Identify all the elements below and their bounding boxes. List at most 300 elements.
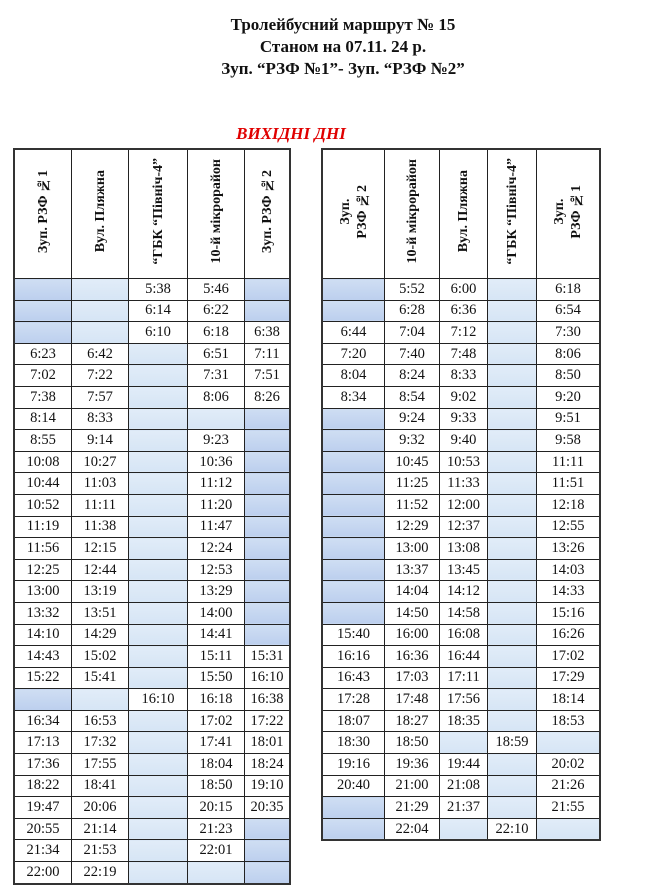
empty-cell: [488, 689, 537, 711]
table-row: [14, 689, 290, 711]
time-cell: 11:20: [188, 494, 245, 516]
time-cell: 17:48: [385, 689, 440, 711]
empty-cell: [322, 408, 385, 430]
time-cell: 6:00: [440, 279, 488, 301]
time-cell: 9:24: [385, 408, 440, 430]
time-cell: 20:40: [322, 775, 385, 797]
empty-cell: [129, 516, 188, 538]
table-row: [322, 646, 600, 668]
table-row: [322, 689, 600, 711]
table-row: [322, 516, 600, 538]
time-cell: 13:00: [385, 538, 440, 560]
table-row: [322, 624, 600, 646]
column-header: Зуп. РЗФ №1: [14, 149, 72, 279]
empty-cell: [488, 279, 537, 301]
time-cell: 17:22: [245, 710, 291, 732]
time-cell: 10:08: [14, 451, 72, 473]
time-cell: 16:16: [322, 646, 385, 668]
empty-cell: [322, 430, 385, 452]
time-cell: 13:08: [440, 538, 488, 560]
time-cell: 19:16: [322, 754, 385, 776]
time-cell: 11:25: [385, 473, 440, 495]
table-row: [14, 797, 290, 819]
time-cell: 15:50: [188, 667, 245, 689]
time-cell: 16:00: [385, 624, 440, 646]
table-row: [14, 602, 290, 624]
time-cell: 7:57: [72, 386, 129, 408]
time-cell: 13:32: [14, 602, 72, 624]
empty-cell: [488, 754, 537, 776]
time-cell: 17:03: [385, 667, 440, 689]
table-row: [14, 322, 290, 344]
empty-cell: [129, 797, 188, 819]
empty-cell: [245, 516, 291, 538]
empty-cell: [322, 494, 385, 516]
time-cell: 13:26: [537, 538, 601, 560]
table-row: [322, 710, 600, 732]
time-cell: 12:25: [14, 559, 72, 581]
empty-cell: [245, 451, 291, 473]
table-row: [14, 343, 290, 365]
empty-cell: [72, 689, 129, 711]
time-cell: 9:20: [537, 386, 601, 408]
table-row: [322, 732, 600, 754]
empty-cell: [488, 602, 537, 624]
empty-cell: [245, 279, 291, 301]
empty-cell: [72, 322, 129, 344]
time-cell: 14:29: [72, 624, 129, 646]
time-cell: 14:43: [14, 646, 72, 668]
table-row: [14, 754, 290, 776]
time-cell: 9:40: [440, 430, 488, 452]
time-cell: 20:55: [14, 818, 72, 840]
time-cell: 10:44: [14, 473, 72, 495]
timetable-body: [322, 279, 600, 841]
time-cell: 8:54: [385, 386, 440, 408]
empty-cell: [488, 646, 537, 668]
time-cell: 6:10: [129, 322, 188, 344]
route-title: Тролейбусний маршрут № 15: [230, 15, 456, 34]
time-cell: 9:33: [440, 408, 488, 430]
time-cell: 12:55: [537, 516, 601, 538]
empty-cell: [488, 559, 537, 581]
empty-cell: [322, 797, 385, 819]
time-cell: 16:44: [440, 646, 488, 668]
time-cell: 8:55: [14, 430, 72, 452]
time-cell: 18:04: [188, 754, 245, 776]
time-cell: 8:50: [537, 365, 601, 387]
empty-cell: [129, 667, 188, 689]
empty-cell: [129, 840, 188, 862]
time-cell: 17:36: [14, 754, 72, 776]
route-endpoints: Зуп. “РЗФ №1”- Зуп. “РЗФ №2”: [221, 59, 465, 78]
empty-cell: [440, 732, 488, 754]
time-cell: 9:23: [188, 430, 245, 452]
time-cell: 9:32: [385, 430, 440, 452]
table-row: [322, 300, 600, 322]
time-cell: 6:18: [537, 279, 601, 301]
time-cell: 17:56: [440, 689, 488, 711]
time-cell: 18:22: [14, 775, 72, 797]
table-row: [322, 818, 600, 840]
timetable-direction-1: [13, 148, 291, 885]
time-cell: 16:18: [188, 689, 245, 711]
time-cell: 16:26: [537, 624, 601, 646]
time-cell: 16:38: [245, 689, 291, 711]
time-cell: 8:33: [72, 408, 129, 430]
time-cell: 18:30: [322, 732, 385, 754]
table-row: [14, 624, 290, 646]
time-cell: 10:53: [440, 451, 488, 473]
time-cell: 16:34: [14, 710, 72, 732]
time-cell: 8:33: [440, 365, 488, 387]
table-row: [14, 646, 290, 668]
time-cell: 11:56: [14, 538, 72, 560]
time-cell: 14:10: [14, 624, 72, 646]
time-cell: 22:19: [72, 862, 129, 884]
time-cell: 14:04: [385, 581, 440, 603]
empty-cell: [129, 538, 188, 560]
table-row: [14, 732, 290, 754]
time-cell: 18:27: [385, 710, 440, 732]
time-cell: 18:24: [245, 754, 291, 776]
time-cell: 10:45: [385, 451, 440, 473]
empty-cell: [322, 451, 385, 473]
time-cell: 15:16: [537, 602, 601, 624]
empty-cell: [129, 646, 188, 668]
table-row: [14, 818, 290, 840]
time-cell: 6:22: [188, 300, 245, 322]
time-cell: 14:00: [188, 602, 245, 624]
timetable-body: [14, 279, 290, 884]
empty-cell: [488, 710, 537, 732]
time-cell: 14:12: [440, 581, 488, 603]
empty-cell: [129, 581, 188, 603]
time-cell: 17:13: [14, 732, 72, 754]
empty-cell: [322, 473, 385, 495]
empty-cell: [129, 343, 188, 365]
time-cell: 19:36: [385, 754, 440, 776]
time-cell: 17:28: [322, 689, 385, 711]
empty-cell: [129, 386, 188, 408]
time-cell: 7:51: [245, 365, 291, 387]
empty-cell: [129, 818, 188, 840]
empty-cell: [245, 408, 291, 430]
time-cell: 13:45: [440, 559, 488, 581]
empty-cell: [14, 300, 72, 322]
table-row: [14, 667, 290, 689]
table-row: [322, 473, 600, 495]
table-row: [14, 473, 290, 495]
table-row: [14, 430, 290, 452]
time-cell: 21:08: [440, 775, 488, 797]
time-cell: 19:10: [245, 775, 291, 797]
empty-cell: [245, 862, 291, 884]
table-row: [322, 667, 600, 689]
empty-cell: [488, 775, 537, 797]
column-header: Зуп. РЗФ №2: [322, 149, 385, 279]
time-cell: 12:00: [440, 494, 488, 516]
empty-cell: [322, 538, 385, 560]
time-cell: 17:32: [72, 732, 129, 754]
empty-cell: [440, 818, 488, 840]
time-cell: 19:47: [14, 797, 72, 819]
time-cell: 8:06: [188, 386, 245, 408]
empty-cell: [322, 818, 385, 840]
time-cell: 17:02: [188, 710, 245, 732]
time-cell: 10:52: [14, 494, 72, 516]
time-cell: 11:51: [537, 473, 601, 495]
timetable-direction-2: [321, 148, 601, 841]
empty-cell: [488, 322, 537, 344]
day-type-heading: [0, 124, 658, 144]
table-row: [322, 343, 600, 365]
empty-cell: [72, 300, 129, 322]
empty-cell: [488, 667, 537, 689]
time-cell: 7:12: [440, 322, 488, 344]
empty-cell: [188, 862, 245, 884]
table-row: [14, 408, 290, 430]
empty-cell: [488, 386, 537, 408]
time-cell: 18:50: [188, 775, 245, 797]
time-cell: 18:41: [72, 775, 129, 797]
table-row: [14, 279, 290, 301]
table-row: [322, 559, 600, 581]
time-cell: 10:36: [188, 451, 245, 473]
time-cell: 21:26: [537, 775, 601, 797]
time-cell: 16:10: [129, 689, 188, 711]
empty-cell: [537, 732, 601, 754]
empty-cell: [488, 473, 537, 495]
time-cell: 12:24: [188, 538, 245, 560]
time-cell: 15:40: [322, 624, 385, 646]
empty-cell: [245, 840, 291, 862]
time-cell: 11:47: [188, 516, 245, 538]
empty-cell: [488, 300, 537, 322]
empty-cell: [129, 624, 188, 646]
empty-cell: [488, 365, 537, 387]
empty-cell: [245, 538, 291, 560]
table-row: [14, 365, 290, 387]
empty-cell: [129, 775, 188, 797]
time-cell: 13:19: [72, 581, 129, 603]
time-cell: 13:37: [385, 559, 440, 581]
time-cell: 18:53: [537, 710, 601, 732]
empty-cell: [322, 581, 385, 603]
time-cell: 7:48: [440, 343, 488, 365]
empty-cell: [129, 451, 188, 473]
time-cell: 6:51: [188, 343, 245, 365]
column-header: Вул. Пляжна: [440, 149, 488, 279]
empty-cell: [14, 689, 72, 711]
time-cell: 12:37: [440, 516, 488, 538]
time-cell: 16:53: [72, 710, 129, 732]
time-cell: 7:22: [72, 365, 129, 387]
empty-cell: [537, 818, 601, 840]
empty-cell: [245, 624, 291, 646]
table-row: [14, 538, 290, 560]
time-cell: 6:38: [245, 322, 291, 344]
time-cell: 13:51: [72, 602, 129, 624]
time-cell: 15:31: [245, 646, 291, 668]
time-cell: 9:14: [72, 430, 129, 452]
time-cell: 11:11: [72, 494, 129, 516]
time-cell: 14:58: [440, 602, 488, 624]
table-row: [322, 365, 600, 387]
empty-cell: [488, 538, 537, 560]
empty-cell: [322, 516, 385, 538]
time-cell: 16:08: [440, 624, 488, 646]
time-cell: 11:52: [385, 494, 440, 516]
time-cell: 8:04: [322, 365, 385, 387]
time-cell: 12:15: [72, 538, 129, 560]
empty-cell: [129, 602, 188, 624]
time-cell: 13:29: [188, 581, 245, 603]
column-header: 10-й мікрорайон: [385, 149, 440, 279]
empty-cell: [14, 322, 72, 344]
table-row: [322, 322, 600, 344]
time-cell: 20:35: [245, 797, 291, 819]
time-cell: 7:02: [14, 365, 72, 387]
column-header: Зуп. РЗФ №1: [537, 149, 601, 279]
time-cell: 6:18: [188, 322, 245, 344]
time-cell: 19:44: [440, 754, 488, 776]
table-row: [322, 279, 600, 301]
empty-cell: [72, 279, 129, 301]
empty-cell: [245, 559, 291, 581]
time-cell: 5:38: [129, 279, 188, 301]
table-row: [14, 451, 290, 473]
table-row: [322, 494, 600, 516]
time-cell: 6:23: [14, 343, 72, 365]
table-row: [14, 494, 290, 516]
time-cell: 10:27: [72, 451, 129, 473]
time-cell: 15:22: [14, 667, 72, 689]
empty-cell: [488, 581, 537, 603]
time-cell: 11:11: [537, 451, 601, 473]
column-header: 10-й мікрорайон: [188, 149, 245, 279]
table-row: [14, 516, 290, 538]
time-cell: 14:03: [537, 559, 601, 581]
empty-cell: [488, 408, 537, 430]
empty-cell: [488, 494, 537, 516]
empty-cell: [245, 602, 291, 624]
document-header: [0, 14, 658, 80]
day-type-label: ВИХІДНІ ДНІ: [236, 124, 346, 143]
time-cell: 17:55: [72, 754, 129, 776]
time-cell: 5:46: [188, 279, 245, 301]
empty-cell: [322, 300, 385, 322]
time-cell: 16:10: [245, 667, 291, 689]
time-cell: 7:30: [537, 322, 601, 344]
empty-cell: [488, 451, 537, 473]
time-cell: 18:50: [385, 732, 440, 754]
time-cell: 12:29: [385, 516, 440, 538]
empty-cell: [488, 624, 537, 646]
time-cell: 6:44: [322, 322, 385, 344]
time-cell: 15:41: [72, 667, 129, 689]
table-row: [14, 300, 290, 322]
time-cell: 6:42: [72, 343, 129, 365]
time-cell: 17:29: [537, 667, 601, 689]
table-row: [14, 840, 290, 862]
time-cell: 7:40: [385, 343, 440, 365]
time-cell: 18:59: [488, 732, 537, 754]
time-cell: 18:07: [322, 710, 385, 732]
time-cell: 21:53: [72, 840, 129, 862]
header-row: [14, 149, 290, 279]
time-cell: 8:14: [14, 408, 72, 430]
empty-cell: [488, 430, 537, 452]
time-cell: 5:52: [385, 279, 440, 301]
time-cell: 22:01: [188, 840, 245, 862]
time-cell: 8:26: [245, 386, 291, 408]
empty-cell: [245, 581, 291, 603]
empty-cell: [129, 473, 188, 495]
column-header: Вул. Пляжна: [72, 149, 129, 279]
time-cell: 17:41: [188, 732, 245, 754]
empty-cell: [488, 516, 537, 538]
time-cell: 21:23: [188, 818, 245, 840]
time-cell: 11:19: [14, 516, 72, 538]
time-cell: 22:10: [488, 818, 537, 840]
table-row: [322, 538, 600, 560]
empty-cell: [129, 494, 188, 516]
time-cell: 12:18: [537, 494, 601, 516]
table-row: [322, 581, 600, 603]
table-row: [322, 775, 600, 797]
time-cell: 11:03: [72, 473, 129, 495]
time-cell: 11:33: [440, 473, 488, 495]
empty-cell: [245, 430, 291, 452]
time-cell: 21:00: [385, 775, 440, 797]
time-cell: 11:38: [72, 516, 129, 538]
time-cell: 21:29: [385, 797, 440, 819]
table-row: [322, 430, 600, 452]
time-cell: 21:34: [14, 840, 72, 862]
time-cell: 20:02: [537, 754, 601, 776]
time-cell: 14:41: [188, 624, 245, 646]
time-cell: 7:31: [188, 365, 245, 387]
time-cell: 18:01: [245, 732, 291, 754]
time-cell: 22:04: [385, 818, 440, 840]
time-cell: 6:54: [537, 300, 601, 322]
time-cell: 7:11: [245, 343, 291, 365]
column-header: “ГБК “Північ-4”: [129, 149, 188, 279]
table-row: [322, 797, 600, 819]
time-cell: 6:28: [385, 300, 440, 322]
as-of-date: Станом на 07.11. 24 р.: [259, 37, 427, 56]
empty-cell: [488, 343, 537, 365]
empty-cell: [322, 279, 385, 301]
time-cell: 13:00: [14, 581, 72, 603]
empty-cell: [245, 473, 291, 495]
time-cell: 7:20: [322, 343, 385, 365]
table-row: [322, 408, 600, 430]
time-cell: 8:06: [537, 343, 601, 365]
time-cell: 20:15: [188, 797, 245, 819]
empty-cell: [188, 408, 245, 430]
empty-cell: [129, 365, 188, 387]
time-cell: 12:44: [72, 559, 129, 581]
time-cell: 21:55: [537, 797, 601, 819]
table-row: [14, 386, 290, 408]
table-row: [14, 862, 290, 884]
table-row: [322, 451, 600, 473]
empty-cell: [245, 300, 291, 322]
time-cell: 11:12: [188, 473, 245, 495]
table-row: [322, 754, 600, 776]
